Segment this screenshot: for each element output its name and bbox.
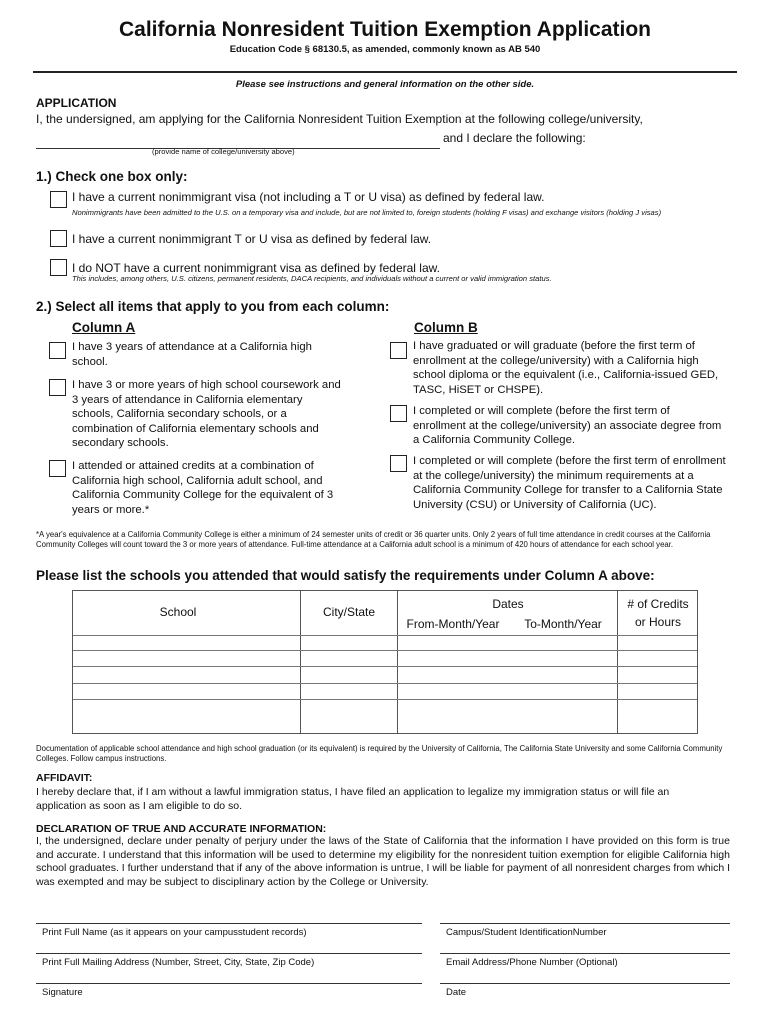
table-row-line (73, 635, 697, 636)
signature-label: Signature (42, 987, 83, 998)
date-line[interactable] (440, 983, 730, 984)
schools-table (72, 590, 698, 734)
email-phone-line[interactable] (440, 953, 730, 954)
column-a-item-2: I have 3 or more years of high school coursework and 3 years of attendance in California elementary schools, California secondary schools, or a combination of California elementary schools and secondary schools. (72, 379, 341, 449)
mailing-address-label: Print Full Mailing Address (Number, Street, City, State, Zip Code) (42, 957, 315, 968)
signature-line[interactable] (36, 983, 422, 984)
visa-option-2-checkbox[interactable] (50, 230, 67, 247)
declaration-text: I, the undersigned, declare under penalty of perjury under the laws of the State of California that the information I have provided on this form is true and accurate. I understand that this information will be used to determine my eligibility for the nonresident tuition exemption for eligible California high school graduates. I further understand that if any of the above information is untrue, I will be liable for payment of all nonresident charges from which I was exempted and may be subject to disciplinary action by the College or University. (36, 835, 730, 888)
table-row-line (73, 650, 697, 651)
col-to-header: To-Month/Year (524, 617, 602, 631)
form-subtitle: Education Code § 68130.5, as amended, commonly known as AB 540 (229, 44, 541, 55)
table-row-line (73, 683, 697, 684)
col-school-header: School (159, 605, 197, 619)
visa-option-2-label: I have a current nonimmigrant T or U visa as defined by federal law. (72, 232, 432, 246)
section2-footnote: *A year's equivalence at a California Community College is either a minimum of 24 semester units of credit or 36 quarter units. Only 2 years of full time attendance in credit courses at the California Community Colleges will count toward the 3 or more years of attendance. Full-time attendance at a California adult school is a minimum of 420 hours of attendance for each school year. (36, 530, 711, 549)
documentation-note: Documentation of applicable school attendance and high school graduation (or its equivalent) is required by the University of California, The California State University and some California Community Colleges. Follow campus instructions. (36, 744, 723, 763)
application-heading: APPLICATION (36, 96, 117, 110)
mailing-address-line[interactable] (36, 953, 422, 954)
application-line1: I, the undersigned, am applying for the California Nonresident Tuition Exemption at the following college/university, (36, 112, 643, 126)
column-a-item-1-checkbox[interactable] (49, 342, 66, 359)
column-a-item-3-checkbox[interactable] (49, 460, 66, 477)
full-name-line[interactable] (36, 923, 422, 924)
column-b-item-2: I completed or will complete (before the first term of enrollment at the college/university) an associate degree from a California Community College. (413, 405, 722, 446)
affidavit-heading: AFFIDAVIT: (36, 772, 93, 784)
table-row-line (73, 666, 697, 667)
column-a-item-2-checkbox[interactable] (49, 379, 66, 396)
column-a-title: Column A (72, 320, 136, 335)
col-city-state-header: City/State (322, 605, 376, 619)
col-credits-header-line2: or Hours (634, 615, 681, 629)
column-b-item-1-checkbox[interactable] (390, 342, 407, 359)
column-b-item-2-checkbox[interactable] (390, 405, 407, 422)
declaration-heading: DECLARATION OF TRUE AND ACCURATE INFORMATION: (36, 823, 327, 835)
visa-option-1-label: I have a current nonimmigrant visa (not including a T or U visa) as defined by federal law. (72, 190, 545, 204)
column-b-item-1: I have graduated or will graduate (before the first term of enrollment at the college/university) with a California high school diploma or the equivalent (i.e., California-issued GED, TASC, HiSET or CHSPE). (413, 340, 719, 396)
table-divider (397, 591, 398, 733)
date-label: Date (446, 987, 467, 998)
schools-heading: Please list the schools you attended that would satisfy the requirements under Column A above: (36, 568, 655, 583)
student-id-label: Campus/Student IdentificationNumber (446, 927, 607, 938)
col-dates-header: Dates (492, 597, 524, 611)
column-b-item-3-checkbox[interactable] (390, 455, 407, 472)
column-a-item-3: I attended or attained credits at a combination of California high school, California adult school, and California Community College for the equivalent of 3 years or more.* (72, 460, 334, 516)
application-line2-suffix: and I declare the following: (443, 131, 586, 145)
section1-heading: 1.) Check one box only: (36, 169, 188, 184)
column-b-item-3: I completed or will complete (before the first term of enrollment at the college/university) the minimum requirements at a California Community College for transfer to a California State University (CSU) or University of California (UC). (413, 455, 726, 511)
table-row-line (73, 699, 697, 700)
instructions-note: Please see instructions and general information on the other side. (235, 79, 535, 90)
column-a-item-1: I have 3 years of attendance at a California high school. (72, 341, 312, 368)
email-phone-label: Email Address/Phone Number (Optional) (446, 957, 618, 968)
visa-option-1-checkbox[interactable] (50, 191, 67, 208)
visa-option-3-label: I do NOT have a current nonimmigrant visa as defined by federal law. (72, 261, 440, 275)
form-title: California Nonresident Tuition Exemption Application (118, 18, 651, 41)
section2-heading: 2.) Select all items that apply to you from each column: (36, 299, 390, 314)
col-from-header: From-Month/Year (406, 617, 500, 631)
full-name-label: Print Full Name (as it appears on your campusstudent records) (42, 927, 307, 938)
visa-option-1-note: Nonimmigrants have been admitted to the U.S. on a temporary visa and include, but are not limited to, foreign students (holding F visas) and exchange visitors (holding J visas) (72, 208, 662, 217)
student-id-line[interactable] (440, 923, 730, 924)
col-credits-header: # of Credits (627, 597, 689, 611)
table-divider (617, 591, 618, 733)
visa-option-3-checkbox[interactable] (50, 259, 67, 276)
header-divider (33, 71, 737, 73)
affidavit-text: I hereby declare that, if I am without a lawful immigration status, I have filed an application to legalize my immigration status or will file an application as soon as I am eligible to do so. (36, 786, 670, 812)
visa-option-3-note: This includes, among others, U.S. citizens, permanent residents, DACA recipients, and individuals without a current or valid immigration status. (72, 274, 552, 283)
column-b-title: Column B (414, 320, 478, 335)
college-field-caption: (provide name of college/university above) (152, 147, 295, 156)
